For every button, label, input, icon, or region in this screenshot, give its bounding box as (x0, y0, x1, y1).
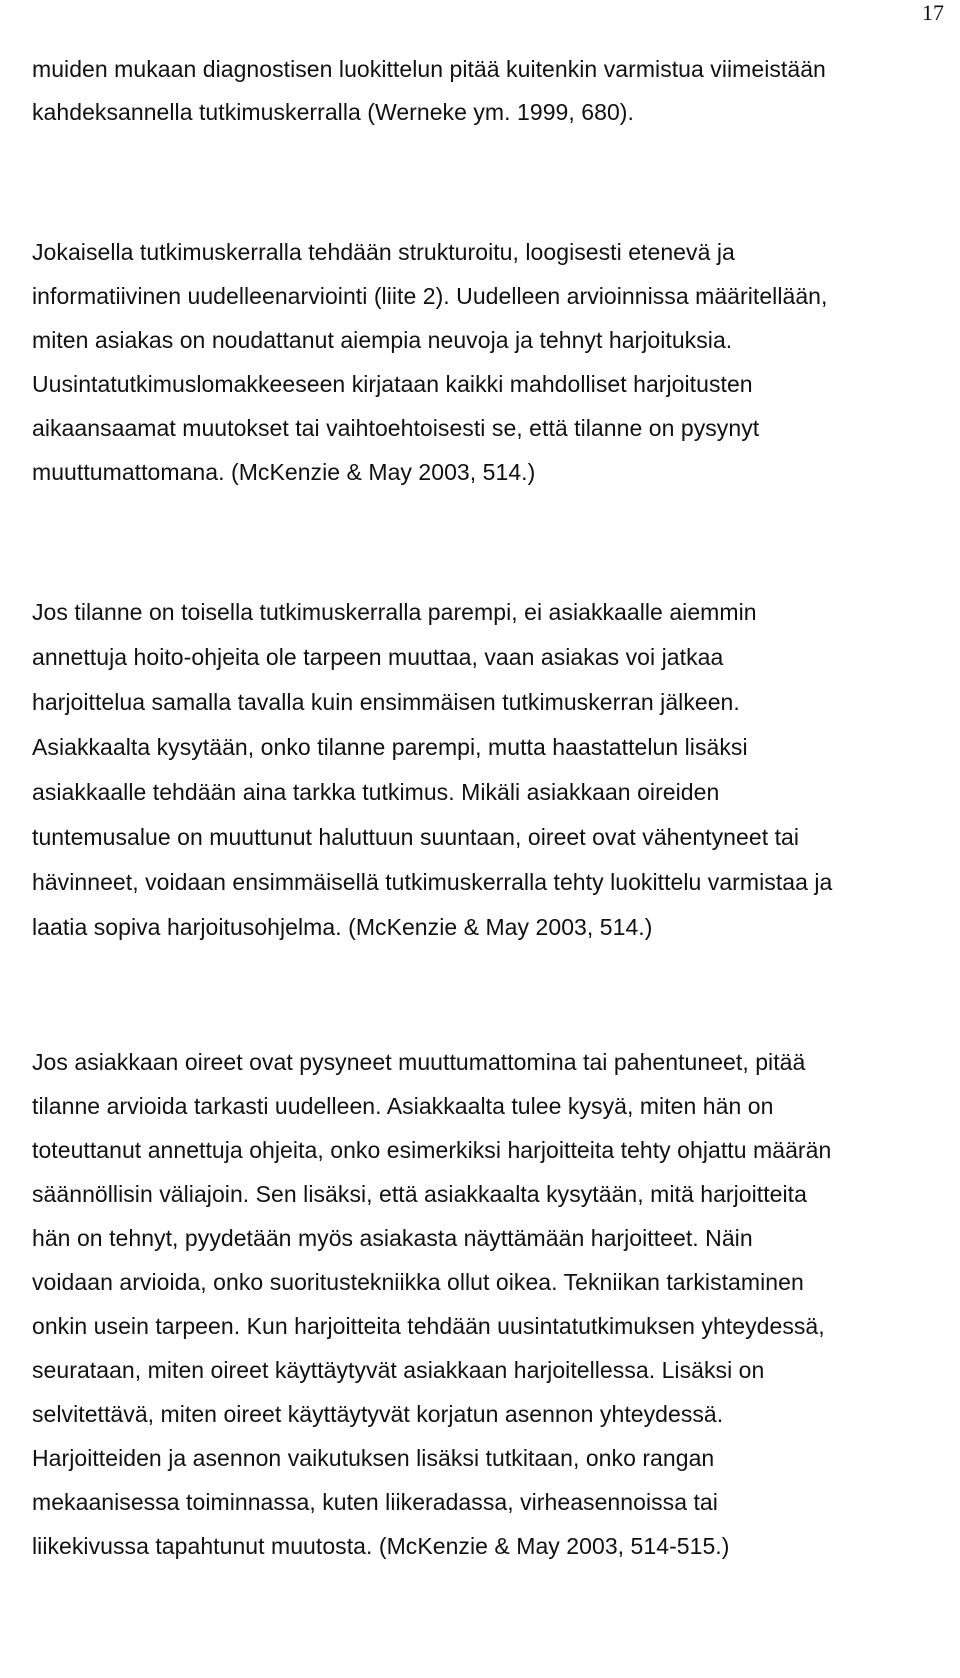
text-line: Asiakkaalta kysytään, onko tilanne parempi, mutta haastattelun lisäksi (32, 734, 748, 760)
text-line: voidaan arvioida, onko suoritustekniikka ollut oikea. Tekniikan tarkistaminen (32, 1269, 804, 1295)
text-line: Jos asiakkaan oireet ovat pysyneet muuttumattomina tai pahentuneet, pitää (32, 1049, 806, 1075)
text-line: Jokaisella tutkimuskerralla tehdään strukturoitu, loogisesti etenevä ja (32, 239, 735, 265)
text-line: hän on tehnyt, pyydetään myös asiakasta näyttämään harjoitteet. Näin (32, 1225, 753, 1251)
text-line: onkin usein tarpeen. Kun harjoitteita tehdään uusintatutkimuksen yhteydessä, (32, 1313, 825, 1339)
text-line: liikekivussa tapahtunut muutosta. (McKenzie & May 2003, 514-515.) (32, 1533, 730, 1559)
text-line: mekaanisessa toiminnassa, kuten liikeradassa, virheasennoissa tai (32, 1489, 718, 1515)
text-line: muiden mukaan diagnostisen luokittelun pitää kuitenkin varmistua viimeistään (32, 56, 826, 82)
text-line: seurataan, miten oireet käyttäytyvät asiakkaan harjoitellessa. Lisäksi on (32, 1357, 765, 1383)
text-line: laatia sopiva harjoitusohjelma. (McKenzie & May 2003, 514.) (32, 914, 653, 940)
text-line: asiakkaalle tehdään aina tarkka tutkimus. Mikäli asiakkaan oireiden (32, 779, 720, 805)
text-line: muuttumattomana. (McKenzie & May 2003, 514.) (32, 459, 536, 485)
text-line: selvitettävä, miten oireet käyttäytyvät korjatun asennon yhteydessä. (32, 1401, 724, 1427)
text-line: tuntemusalue on muuttunut haluttuun suuntaan, oireet ovat vähentyneet tai (32, 824, 800, 850)
text-line: aikaansaamat muutokset tai vaihtoehtoisesti se, että tilanne on pysynyt (32, 415, 760, 441)
text-line: hävinneet, voidaan ensimmäisellä tutkimuskerralla tehty luokittelu varmistaa ja (32, 869, 833, 895)
text-line: annettuja hoito-ohjeita ole tarpeen muuttaa, vaan asiakas voi jatkaa (32, 644, 724, 670)
text-line: toteuttanut annettuja ohjeita, onko esimerkiksi harjoitteita tehty ohjattu määrän (32, 1137, 832, 1163)
text-line: säännöllisin väliajoin. Sen lisäksi, että asiakkaalta kysytään, mitä harjoitteita (32, 1181, 807, 1207)
text-line: harjoittelua samalla tavalla kuin ensimmäisen tutkimuskerran jälkeen. (32, 689, 740, 715)
page-number: 17 (922, 0, 944, 25)
text-line: Jos tilanne on toisella tutkimuskerralla parempi, ei asiakkaalle aiemmin (32, 599, 757, 625)
text-line: Uusintatutkimuslomakkeeseen kirjataan kaikki mahdolliset harjoitusten (32, 371, 753, 397)
text-line: Harjoitteiden ja asennon vaikutuksen lisäksi tutkitaan, onko rangan (32, 1445, 715, 1471)
text-line: kahdeksannella tutkimuskerralla (Werneke ym. 1999, 680). (32, 99, 634, 125)
text-line: miten asiakas on noudattanut aiempia neuvoja ja tehnyt harjoituksia. (32, 327, 733, 353)
text-line: tilanne arvioida tarkasti uudelleen. Asiakkaalta tulee kysyä, miten hän on (32, 1093, 774, 1119)
text-line: informatiivinen uudelleenarviointi (liite 2). Uudelleen arvioinnissa määritellään, (32, 283, 828, 309)
